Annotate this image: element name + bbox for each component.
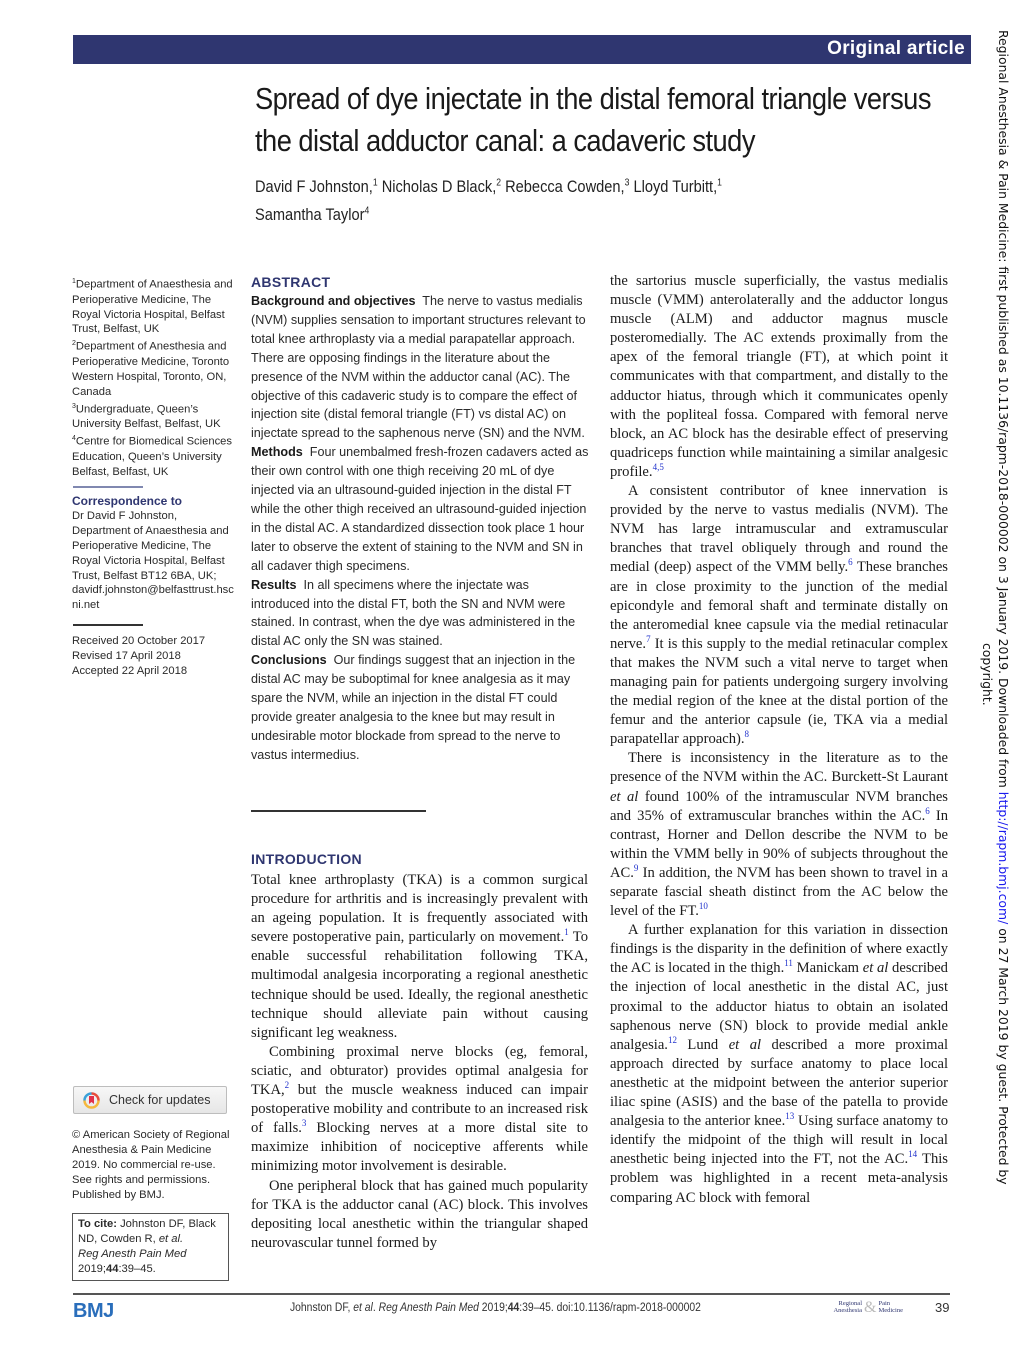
author[interactable]: Samantha Taylor$^4$ — [255, 205, 370, 225]
reference-link[interactable]: 1 — [564, 927, 569, 938]
affiliation: $^2$Department of Anesthesia and Perioperative Medicine, Toronto Western Hospital, Toronto, ON, Canada — [72, 340, 230, 398]
author[interactable]: David F Johnston,$^1$ — [255, 176, 378, 196]
divider — [73, 624, 143, 626]
reference-link[interactable]: 14 — [908, 1149, 918, 1160]
affiliation: $^3$Undergraduate, Queen’s University Belfast, Belfast, UK — [72, 402, 221, 431]
paragraph: the sartorius muscle superficially, the vastus medialis muscle (VMM) anterolaterally and the adductor longus muscle (ALM) and adductor magnus muscle posteromedially. The AC extends proximally from the apex of the femoral triangle (FT), at which point it communicates with that compartment, and distally to the adductor hiatus, through which it communicates openly with the popliteal fossa. Compared with femoral nerve block, an AC block has the desirable effect of preserving quadriceps function while maintaining a similar analgesic profile.$^{4,5}$ — [610, 273, 948, 480]
cite-label: To cite: — [78, 1218, 117, 1230]
bmj-logo[interactable]: BMJ — [73, 1300, 114, 1322]
article-title: Spread of dye injectate in the distal femoral triangle versus the distal adductor canal: a cadaveric study — [255, 81, 931, 158]
author[interactable]: Nicholas D Black,$^2$ — [381, 176, 502, 196]
bookmark-ring-icon — [83, 1092, 100, 1109]
citation-box: To cite: Johnston DF, Black ND, Cowden R, et al. Reg Anesth Pain Med 2019;44:39–45. — [72, 1213, 229, 1281]
affiliation: $^1$Department of Anaesthesia and Perioperative Medicine, The Royal Victoria Hospital, Belfast Trust, Belfast, UK — [72, 278, 233, 336]
affiliation: $^4$Centre for Biomedical Sciences Education, Queen’s University Belfast, Belfast, UK — [72, 435, 232, 478]
reference-link[interactable]: 10 — [698, 901, 708, 912]
journal-link[interactable]: http://rapm.bmj.com/ — [996, 791, 1011, 925]
paragraph: Combining proximal nerve blocks (eg, femoral, sciatic, and obturator) provides optimal analgesia for TKA,$^2$ but the muscle weakness induced can impair postoperative mobility and contribute to an increased risk of falls.$^3$ Blocking nerves at a more distal site to maximize inhibition of nociceptive afferents while minimizing motor involvement is desirable. — [251, 1043, 588, 1175]
reference-link[interactable]: 3 — [301, 1118, 307, 1129]
paragraph: There is inconsistency in the literature as to the presence of the NVM within the AC. Burckett-St Laurant et al found 100% of the intramuscular NVM branches and 35% of extramuscular branches within the AC.$^6$ In contrast, Horner and Dellon describe the NVM to be within the VMM belly in 90% of subjects throughout the AC.$^9$ In addition, the NVM has been shown to travel in a separate fascial sheath distinct from the AC below the level of the FT.$^{10}$ — [610, 750, 948, 920]
revised-date: Revised 17 April 2018 — [72, 649, 181, 662]
received-date: Received 20 October 2017 — [72, 635, 206, 647]
download-watermark: Regional Anesthesia & Pain Medicine: first published as 10.1136/rapm-2018-000002 on 3 January 2019. Downloaded from http://rapm.bmj.com/ on 27 March 2019 by guest. Protected by — [996, 30, 1011, 1185]
copyright-notice: © American Society of Regional Anesthesia & Pain Medicine 2019. No commercial re-use. See rights and permissions. Published by BMJ. — [72, 1129, 230, 1201]
paragraph: One peripheral block that has gained much popularity for TKA is the adductor canal (AC) block. This involves depositing local anesthetic within the triangular shaped neurovascular tunnel formed by — [251, 1177, 588, 1251]
accepted-date: Accepted 22 April 2018 — [72, 664, 188, 677]
body-column-right — [610, 272, 948, 1208]
footer-citation: Johnston DF, et al. Reg Anesth Pain Med 2019;44:39–45. doi:10.1136/rapm-2018-000002 — [290, 1302, 701, 1314]
reference-link[interactable]: 6 — [925, 805, 930, 816]
author[interactable]: Lloyd Turbitt,$^1$ — [633, 176, 722, 196]
abstract-results: Results In all specimens where the injectate was introduced into the distal FT, both the SN and NVM were stained. In contrast, when the dye was administered in the distal AC only the SN was stained. — [251, 577, 576, 649]
affiliations — [72, 275, 234, 480]
divider — [73, 486, 143, 488]
reference-link[interactable]: 9 — [633, 863, 639, 874]
author[interactable]: Rebecca Cowden,$^3$ — [505, 176, 630, 196]
reference-link[interactable]: 2 — [284, 1080, 290, 1091]
reference-link[interactable]: 6 — [848, 557, 853, 568]
page-number: 39 — [935, 1300, 950, 1315]
download-watermark-line2: copyright. — [980, 643, 995, 706]
abstract — [251, 272, 591, 765]
reference-link[interactable]: 4,5 — [652, 462, 664, 473]
paragraph: A further explanation for this variation in dissection findings is the disparity in the definition of where exactly the AC is located in the thigh.$^{11}$ Manickam et al described the injection of local anesthetic in the distal AC, just proximal to the adductor hiatus to obtain an isolated saphenous nerve (SN) block to provide medial ankle analgesia.$^{12}$ Lund et al described a more proximal approach directed by surface anatomy to place local anesthetic at the midpoint between the anterior superior iliac spine (ASIS) and the base of the patella to provide analgesia to the anterior knee.$^{13}$ Using surface anatomy to identify the midpoint of the thigh will result in local anesthetic being injected into the FT, not the AC.$^{14}$ This problem was highlighted in a recent meta-analysis comparing AC block with femoral — [610, 922, 948, 1206]
abstract-background: Background and objectives The nerve to vastus medialis (NVM) supplies sensation to important structures relevant to total knee arthroplasty via a medial parapatellar approach. There are opposing findings in the literature about the presence of the NVM within the adductor canal (AC). The objective of this cadaveric study is to compare the effect of injection site (distal femoral triangle (FT) vs distal AC) on injectate spread to the saphenous nerve (SN) and the NVM. — [251, 294, 586, 441]
footer-divider — [73, 1293, 950, 1295]
reference-link[interactable]: 11 — [784, 958, 793, 969]
section-banner — [73, 35, 971, 64]
correspondence — [72, 494, 234, 613]
paragraph: A consistent contributor of knee innervation is provided by the nerve to vastus medialis (NVM). The NVM has large intramuscular and extramuscular branches that travel obliquely through and round the medial (deep) aspect of the VMM belly.$^6$ These branches are in close proximity to the junction of the medial epicondyle and femoral shaft and terminate distally on the anteromedial knee capsule via the medial retinacular nerve.$^7$ It is this supply to the medial retinacular complex that makes the NVM such a vital nerve to target when managing pain for patients undergoing surgery involving the medial region of the knee at the distal portion of the femur and the anterior capsule (ie, TKA via a medial parapatellar approach).$^8$ — [610, 483, 948, 748]
abstract-conclusions: Conclusions Our findings suggest that an injection in the distal AC may be suboptimal for knee analgesia as it may spare the NVM, while an injection in the distal FT could provide greater analgesia to the knee but may result in undesirable motor blockade from spread to the nerve to vastus intermedius. — [251, 653, 576, 762]
cite-journal: Reg Anesth Pain Med — [78, 1247, 187, 1260]
reference-link[interactable]: 13 — [785, 1111, 795, 1122]
author-list — [255, 170, 857, 227]
journal-logo: Regional Anesthesia & Pain Medicine — [833, 1298, 903, 1316]
reference-link[interactable]: 8 — [744, 729, 750, 740]
section-label: Original article — [827, 38, 965, 59]
correspondence-heading: Correspondence to — [72, 494, 183, 508]
abstract-heading: ABSTRACT — [251, 274, 331, 290]
divider — [251, 810, 426, 812]
abstract-methods: Methods Four unembalmed fresh-frozen cadavers acted as their own control with one thigh receiving 20 mL of dye injected via an ultrasound-guided injection in the distal FT while the other thigh received an ultrasound-guided injection in the distal AC. A standardized dissection took place 1 hour later to observe the extent of staining to the NVM and SN in all cadaver thigh specimens. — [251, 445, 589, 573]
paragraph: Total knee arthroplasty (TKA) is a common surgical procedure for arthritis and is increasingly prevalent with an ageing population. It is frequently associated with severe postoperative pain, particularly on movement.$^1$ To enable successful rehabilitation following TKA, multimodal analgesia incorporating a regional anesthetic technique should be used. Ideally, the regional anesthetic technique should alleviate pain without causing significant leg weakness. — [251, 872, 588, 1041]
check-for-updates-label: Check for updates — [109, 1093, 211, 1107]
introduction-heading: INTRODUCTION — [251, 851, 362, 867]
correspondence-text: Dr David F Johnston, Department of Anaesthesia and Perioperative Medicine, The Royal Victoria Hospital, Belfast Trust, Belfast BT12 6BA, UK; davidf.johnston@belfasttrust.hscni.net — [72, 509, 234, 612]
reference-link[interactable]: 12 — [667, 1034, 677, 1045]
article-dates — [72, 634, 234, 679]
introduction-body — [251, 871, 588, 1253]
reference-link[interactable]: 7 — [646, 633, 651, 644]
check-for-updates-button[interactable] — [73, 1086, 227, 1114]
